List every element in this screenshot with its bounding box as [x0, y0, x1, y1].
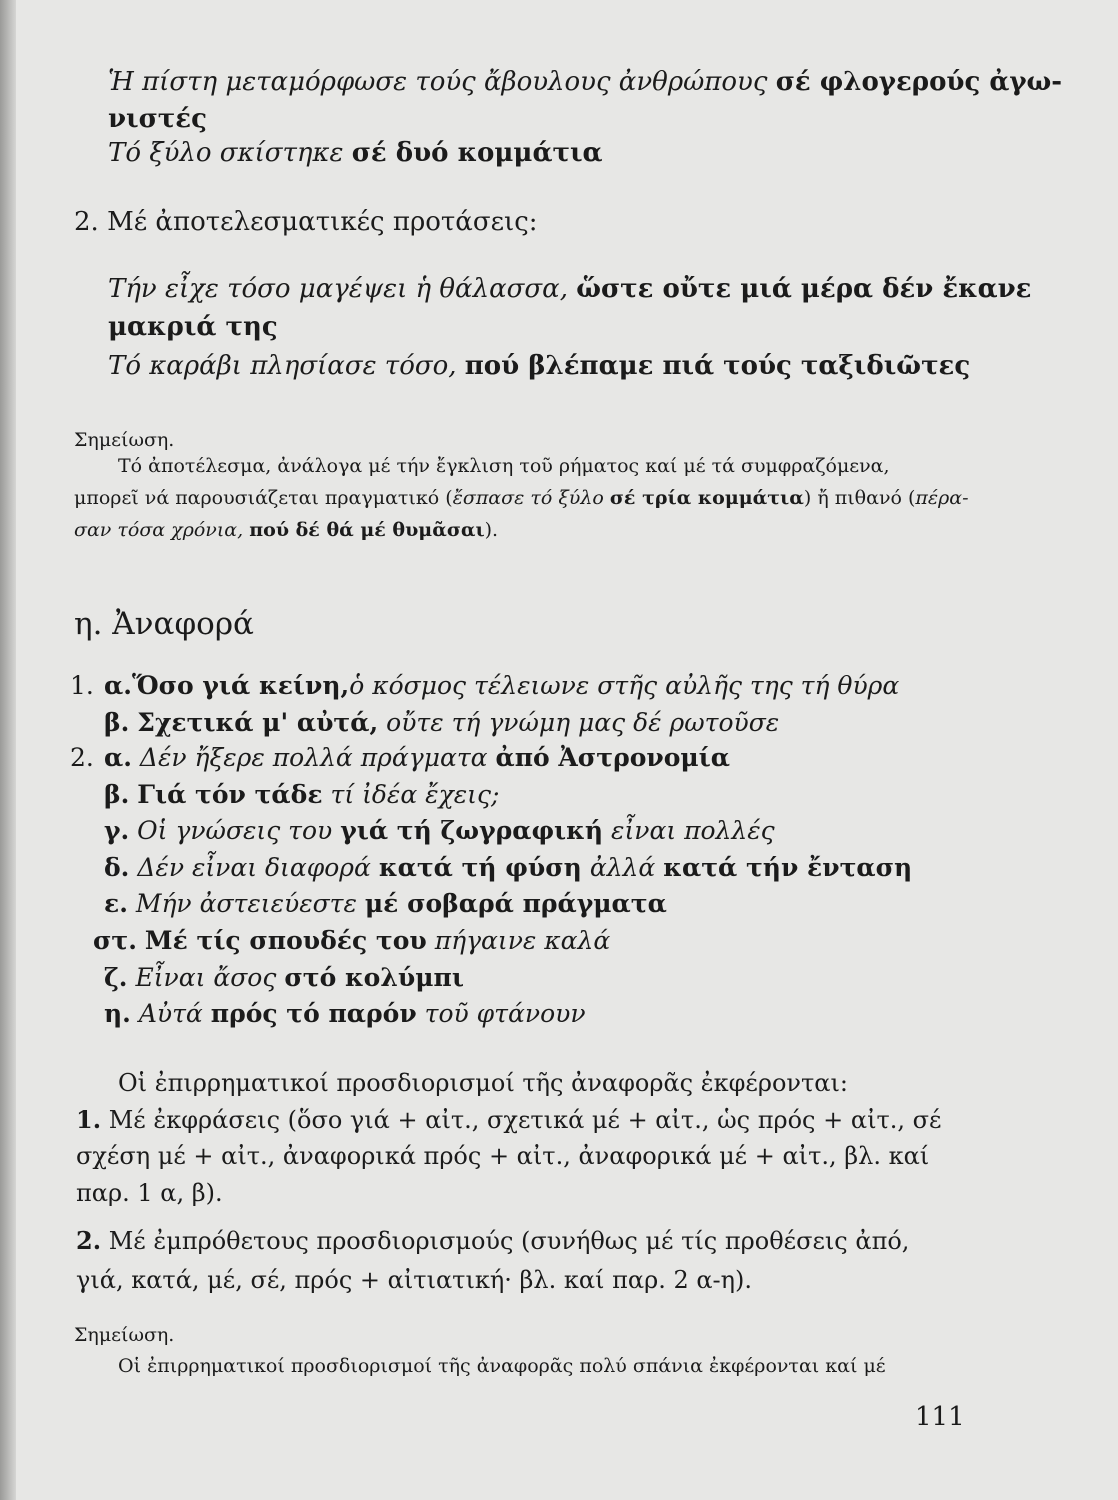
note-line: Τό ἀποτέλεσμα, ἀνάλογα μέ τήν ἔγκλιση τοῦ ρήματος καί μέ τά συμφραζόμενα, [118, 455, 890, 477]
example-item: η. Αὐτά πρός τό παρόν τοῦ φτάνουν [104, 999, 586, 1028]
example-line: Ἡ πίστη μεταμόρφωσε τούς ἄβουλους ἀνθρώπους σέ φλογερούς ἀγω- [108, 67, 1063, 97]
note-line: Οἱ ἐπιρρηματικοί προσδιορισμοί τῆς ἀναφορᾶς πολύ σπάνια ἐκφέρονται καί μέ [118, 1355, 886, 1377]
example-item: ε. Μήν ἀστειεύεστε μέ σοβαρά πράγματα [104, 889, 667, 918]
example-line: μακριά της [108, 312, 278, 342]
paragraph-line: γιά, κατά, μέ, σέ, πρός + αἰτιατική· βλ. καί παρ. 2 α-η). [76, 1266, 753, 1294]
example-item: γ. Οἱ γνώσεις του γιά τή ζωγραφική εἶναι πολλές [104, 816, 775, 845]
paragraph-line: 2. Μέ ἐμπρόθετους προσδιορισμούς (συνήθως μέ τίς προθέσεις ἀπό, [76, 1226, 910, 1255]
example-line: Τό καράβι πλησίασε τόσο, πού βλέπαμε πιά τούς ταξιδιῶτες [108, 351, 971, 381]
note-title: Σημείωση. [74, 1324, 175, 1346]
note-line: μπορεῖ νά παρουσιάζεται πραγματικό (ἔσπασε τό ξύλο σέ τρία κομμάτια) ἤ πιθανό (πέρα- [74, 487, 969, 509]
section-heading: η. Ἀναφορά [74, 606, 254, 642]
note-line: σαν τόσα χρόνια, πού δέ θά μέ θυμᾶσαι). [74, 519, 499, 541]
paragraph-intro: Οἱ ἐπιρρηματικοί προσδιορισμοί τῆς ἀναφορᾶς ἐκφέρονται: [118, 1069, 848, 1097]
paragraph-line: παρ. 1 α, β). [76, 1179, 223, 1207]
example-item: α.Ὅσο γιά κείνη,ὁ κόσμος τέλειωνε στῆς αὐλῆς της τή θύρα [104, 671, 900, 700]
paragraph-line: 1. Μέ ἐκφράσεις (ὅσο γιά + αἰτ., σχετικά μέ + αἰτ., ὡς πρός + αἰτ., σέ [76, 1105, 942, 1134]
example-item: α. Δέν ἤξερε πολλά πράγματα ἀπό Ἀστρονομία [104, 743, 731, 772]
example-item: β. Γιά τόν τάδε τί ἰδέα ἔχεις; [104, 780, 500, 809]
example-item: δ. Δέν εἶναι διαφορά κατά τή φύση ἀλλά κατά τήν ἔνταση [104, 853, 913, 882]
example-line: Τό ξύλο σκίστηκε σέ δυό κομμάτια [108, 138, 603, 168]
page-number: 111 [915, 1402, 965, 1432]
section-2-heading: 2. Μέ ἀποτελεσματικές προτάσεις: [74, 207, 538, 237]
example-item: ζ. Εἶναι ἄσος στό κολύμπι [104, 963, 464, 992]
item-number: 2. [70, 743, 94, 772]
example-line: νιστές [108, 104, 207, 134]
example-item: β. Σχετικά μ' αὐτά, οὔτε τή γνώμη μας δέ ρωτοῦσε [104, 708, 780, 737]
item-number: 1. [70, 671, 94, 700]
example-line: Τήν εἶχε τόσο μαγέψει ἡ θάλασσα, ὥστε οὔτε μιά μέρα δέν ἔκανε [108, 274, 1032, 304]
example-item: στ. Μέ τίς σπουδές του πήγαινε καλά [93, 926, 611, 955]
paragraph-line: σχέση μέ + αἰτ., ἀναφορικά πρός + αἰτ., ἀναφορικά μέ + αἰτ., βλ. καί [76, 1142, 930, 1170]
note-title: Σημείωση. [74, 429, 175, 451]
